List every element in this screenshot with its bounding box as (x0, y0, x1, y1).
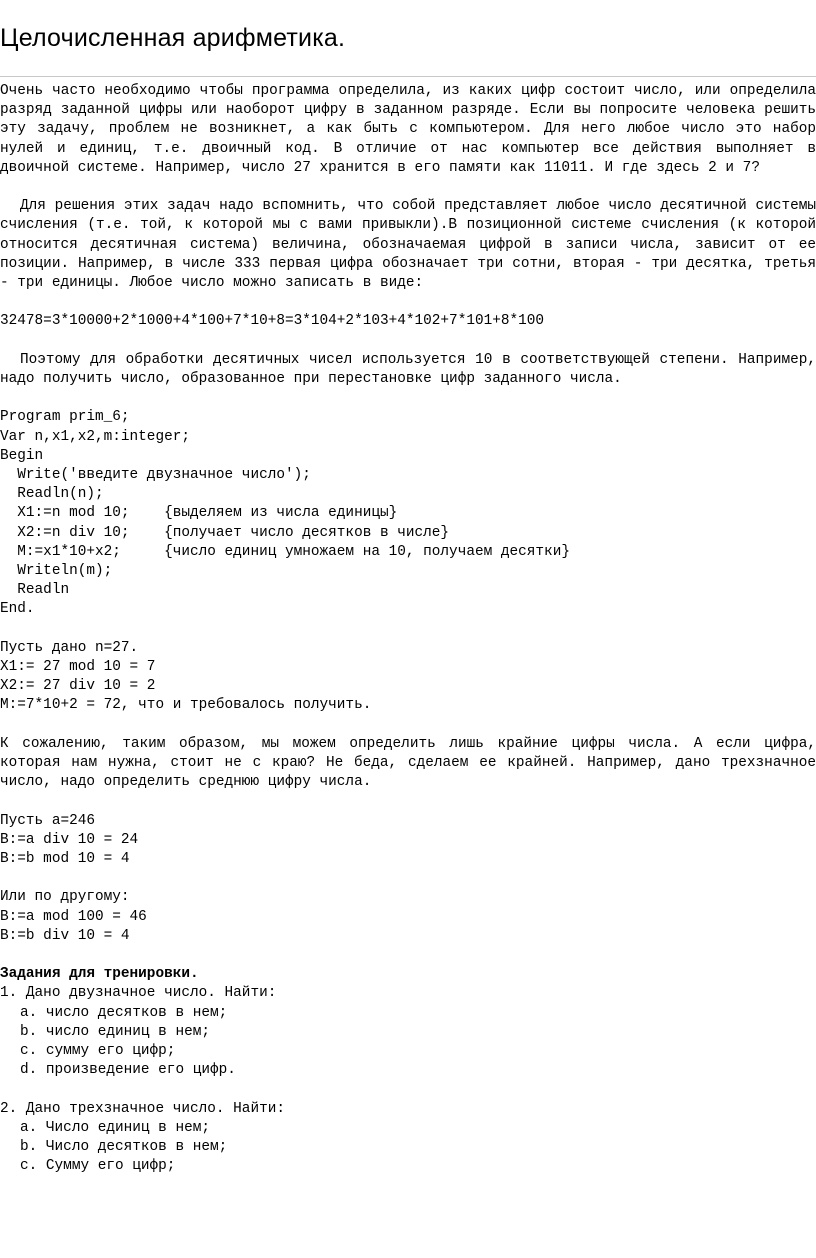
example3-line: B:=a mod 100 = 46 (0, 908, 147, 925)
task-item: d. произведение его цифр. (20, 1062, 236, 1079)
spacer (0, 869, 816, 888)
spacer (0, 389, 816, 408)
code-line: Readln (0, 582, 70, 599)
task-title: 2. Дано трехзначное число. Найти: (0, 1100, 285, 1117)
task-item: a. Число единиц в нем; (20, 1119, 210, 1136)
positional-paragraph: Для решения этих задач надо вспомнить, что собой представляет любое число десятичной системы счисления (т.е. той, к которой мы с вами привыкли).В позиционной системе счисления (к которой относится десятичная система) величина, обозначаемая цифрой в записи числа, зависит от ее позиции. Например, в числе 333 первая цифра обозначает три сотни, вторая - три десятка, третья - три единицы. Любое число можно записать в виде: (0, 198, 816, 292)
code-line: Write('введите двузначное число'); (0, 467, 311, 483)
example-line: X2:= 27 div 10 = 2 (0, 678, 156, 695)
code-line: M:=x1*10+x2; {число единиц умножаем на 10, получаем десятки} (0, 543, 570, 560)
example2-block (0, 812, 816, 870)
intro-paragraph: Очень часто необходимо чтобы программа определила, из каких цифр состоит число, или определила разряд заданной цифры или наоборот цифру в заданном разряде. Если вы попросите человека решить эту задачу, проблем не возникнет, а как быть с компьютером. Для него любое число это набор нулей и единиц, т.е. двоичный код. В отличие от нас компьютер все действия выполняет в двоичной системе. Например, число 27 хранится в его памяти как 11011. И где здесь 2 и 7? (0, 83, 816, 176)
spacer (0, 716, 816, 735)
code-line: X2:=n div 10; {получает число десятков в числе} (0, 524, 450, 541)
example3-line: Или по другому: (0, 889, 130, 906)
page-title: Целочисленная арифметика. (0, 24, 346, 52)
task-item: c. сумму его цифр; (20, 1043, 176, 1060)
code-line: Var n,x1,x2,m:integer; (0, 428, 190, 445)
tasks-heading: Задания для тренировки. (0, 966, 199, 983)
spacer (0, 1080, 816, 1099)
task-1 (0, 984, 816, 1080)
example2-line: B:=b mod 10 = 4 (0, 851, 130, 868)
code-line: Program prim_6; (0, 409, 130, 426)
title-divider (0, 76, 816, 77)
spacer (0, 620, 816, 639)
example-line: Пусть дано n=27. (0, 639, 139, 656)
example2-line: B:=a div 10 = 24 (0, 831, 139, 848)
code-line: Begin (0, 447, 44, 464)
spacer (0, 178, 816, 197)
spacer (0, 293, 816, 312)
code-line: Readln(n); (0, 486, 104, 503)
task-2 (0, 1100, 816, 1177)
example2-line: Пусть a=246 (0, 812, 95, 829)
task-item: b. Число десятков в нем; (20, 1139, 228, 1156)
code-line: Writeln(m); (0, 563, 113, 580)
example-line: M:=7*10+2 = 72, что и требовалось получить. (0, 697, 372, 714)
expansion-formula: 32478=3*10000+2*1000+4*100+7*10+8=3*104+2*103+4*102+7*101+8*100 (0, 313, 545, 330)
code-line: X1:=n mod 10; {выделяем из числа единицы} (0, 505, 398, 522)
document-body (0, 82, 816, 1176)
program-code-block (0, 408, 816, 619)
spacer (0, 792, 816, 811)
example3-line: B:=b div 10 = 4 (0, 927, 130, 944)
spacer (0, 332, 816, 351)
code-line: End. (0, 601, 35, 618)
example3-block (0, 888, 816, 946)
task-item: a. число десятков в нем; (20, 1004, 228, 1021)
example-block (0, 639, 816, 716)
example-line: X1:= 27 mod 10 = 7 (0, 659, 156, 676)
spacer (0, 946, 816, 965)
task-item: c. Сумму его цифр; (20, 1158, 176, 1175)
middle-digit-paragraph: К сожалению, таким образом, мы можем определить лишь крайние цифры числа. А если цифра, которая нам нужна, стоит не с краю? Не беда, сделаем ее крайней. Например, дано трехзначное число, надо определить среднюю цифру числа. (0, 735, 816, 791)
task-title: 1. Дано двузначное число. Найти: (0, 985, 277, 1002)
power-paragraph: Поэтому для обработки десятичных чисел используется 10 в соответствующей степени. Например, надо получить число, образованное при перестановке цифр заданного числа. (0, 351, 816, 387)
task-item: b. число единиц в нем; (20, 1023, 210, 1040)
